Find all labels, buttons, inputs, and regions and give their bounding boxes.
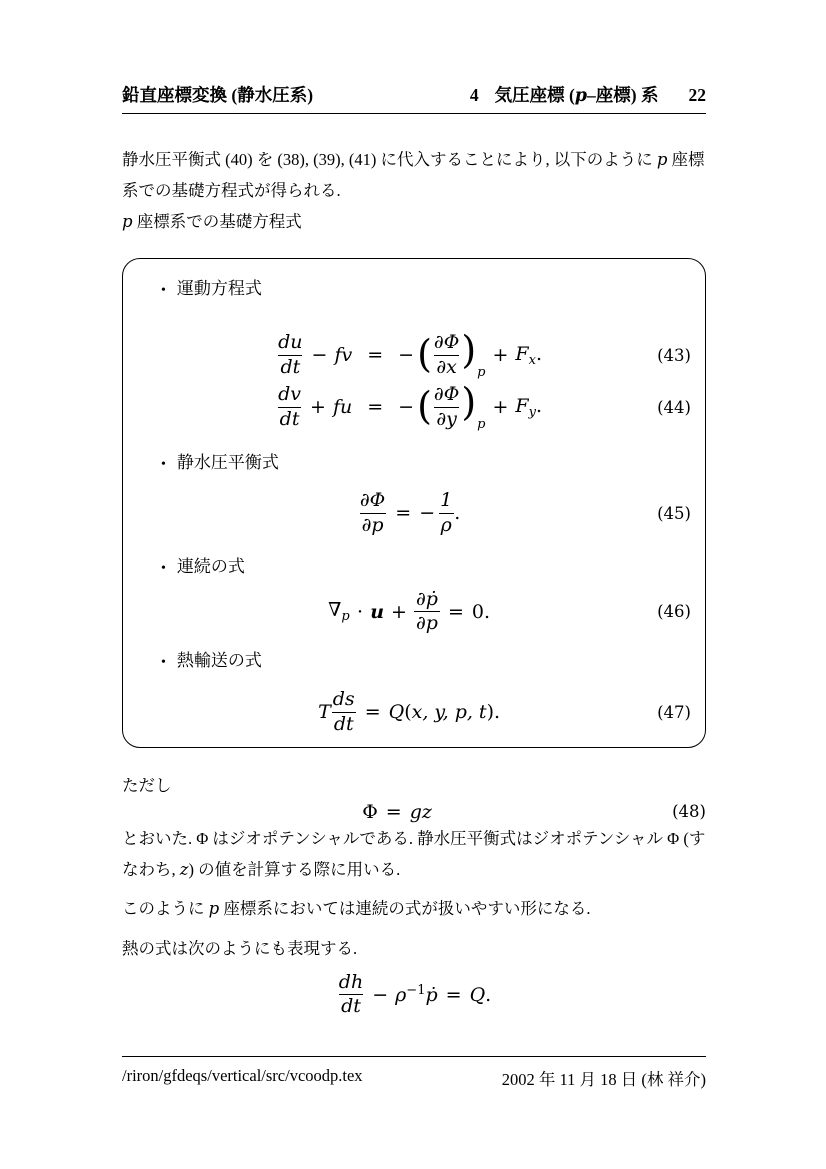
bullet-label: 運動方程式 bbox=[176, 279, 262, 298]
equation-48 bbox=[122, 801, 706, 823]
negative-sign: − bbox=[398, 396, 415, 418]
fraction bbox=[331, 688, 357, 737]
period: . bbox=[454, 502, 461, 525]
minus-operator: − bbox=[372, 983, 389, 1006]
fraction bbox=[414, 588, 440, 637]
bullet-item-hydrostatic bbox=[161, 451, 691, 477]
geopotential-paragraph bbox=[122, 823, 706, 885]
period: . bbox=[494, 701, 501, 724]
tadashi-text: ただし bbox=[122, 775, 172, 795]
variable-p: p bbox=[208, 898, 220, 918]
symbol-Q: Q bbox=[388, 701, 405, 724]
section-title bbox=[495, 84, 659, 107]
equation-45 bbox=[161, 489, 691, 538]
minus-operator: − bbox=[311, 344, 328, 366]
section-title-variable: p bbox=[574, 86, 588, 106]
box-heading-text: 座標系での基礎方程式 bbox=[132, 212, 302, 231]
variable-p: p bbox=[656, 150, 668, 169]
equation-number: (43) bbox=[657, 345, 691, 365]
paragraph-line bbox=[122, 893, 706, 924]
paragraph-text: なわち, bbox=[122, 859, 180, 879]
fraction bbox=[276, 383, 303, 432]
rho-term bbox=[395, 983, 438, 1006]
section-title-text: 気圧座標 ( bbox=[494, 85, 575, 105]
intro-text-end: 座標 bbox=[667, 150, 705, 169]
paren-subscript-p: p bbox=[477, 417, 486, 432]
intro-text: 静水圧平衡式 (40) を (38), (39), (41) に代入することにより, 以下のように bbox=[122, 150, 657, 169]
denominator: dt bbox=[333, 712, 354, 735]
subscript-x: x bbox=[528, 352, 536, 368]
plus-operator: + bbox=[310, 396, 326, 418]
equation-number: (46) bbox=[657, 602, 691, 622]
numerator: du bbox=[278, 330, 303, 353]
dot-operator: ⋅ bbox=[356, 600, 364, 623]
plus-operator: + bbox=[492, 396, 509, 418]
source-file-path: /riron/gfdeqs/vertical/src/vcoodp.tex bbox=[122, 1066, 363, 1085]
denominator: dt bbox=[280, 355, 301, 378]
bullet-label: 静水圧平衡式 bbox=[176, 453, 279, 472]
variable-z: z bbox=[179, 859, 189, 879]
denominator: ∂y bbox=[436, 407, 457, 430]
text-column bbox=[0, 84, 826, 1019]
paragraph-line-1: とおいた. Φ はジオポテンシャルである. 静水圧平衡式はジオポテンシャル Φ (す bbox=[122, 828, 706, 848]
big-right-paren-group bbox=[461, 382, 485, 432]
subscript-p: p bbox=[341, 609, 350, 625]
equation-48-body bbox=[122, 801, 672, 823]
heat-note-paragraph: 熱の式は次のようにも表現する. bbox=[122, 938, 358, 958]
symbol-p-dot: ṗ bbox=[425, 984, 438, 1007]
friction-term bbox=[515, 395, 542, 420]
term-fv: fv bbox=[334, 344, 353, 366]
fraction bbox=[432, 383, 461, 432]
page-footer bbox=[122, 1056, 706, 1090]
term-gz: gz bbox=[409, 800, 432, 823]
paragraph-text-end: 座標系においては連続の式が扱いやすい形になる. bbox=[219, 898, 591, 918]
big-right-paren: ) bbox=[461, 328, 477, 372]
big-right-paren-group bbox=[461, 330, 485, 380]
heating-term bbox=[470, 984, 492, 1006]
term-fu: fu bbox=[332, 396, 353, 418]
heating-term bbox=[389, 701, 500, 723]
equation-47 bbox=[161, 688, 691, 737]
bullet-item-continuity bbox=[161, 555, 691, 581]
denominator: ∂p bbox=[361, 513, 384, 536]
variable-p: p bbox=[122, 212, 133, 231]
symbol-F: F bbox=[515, 342, 529, 365]
denominator: dt bbox=[341, 995, 361, 1018]
bullet-item-motion bbox=[161, 277, 691, 303]
zero: 0 bbox=[471, 600, 484, 623]
numerator: ∂Φ bbox=[433, 330, 460, 353]
intro-line-1 bbox=[122, 144, 706, 175]
equation-44-body bbox=[161, 382, 657, 432]
big-left-paren: ( bbox=[417, 384, 432, 429]
equation-43 bbox=[161, 330, 691, 380]
denominator: dt bbox=[279, 407, 300, 430]
bullet-label: 連続の式 bbox=[176, 556, 245, 576]
bullet-icon: • bbox=[161, 457, 166, 472]
equals-sign: = bbox=[385, 800, 402, 823]
period: . bbox=[535, 394, 542, 417]
symbol-Q: Q bbox=[469, 983, 486, 1006]
equation-46 bbox=[161, 588, 691, 637]
numerator: ∂Φ bbox=[359, 489, 386, 511]
symbol-rho: ρ bbox=[395, 984, 407, 1007]
numerator: ∂ṗ bbox=[415, 587, 438, 610]
equation-43-body bbox=[161, 330, 657, 380]
nabla-group bbox=[328, 599, 350, 624]
equation-46-body bbox=[161, 588, 657, 637]
denominator: ∂p bbox=[415, 612, 438, 635]
plus-operator: + bbox=[492, 344, 509, 366]
negative-sign: − bbox=[398, 344, 415, 366]
bullet-icon: • bbox=[161, 560, 166, 576]
equals-sign: = bbox=[364, 701, 381, 724]
big-right-paren: ) bbox=[461, 380, 477, 424]
fraction bbox=[358, 489, 387, 538]
equation-44 bbox=[161, 382, 691, 432]
equals-sign: = bbox=[445, 983, 462, 1006]
section-number: 4 bbox=[469, 85, 479, 105]
section-heading bbox=[470, 84, 706, 107]
section-title-text-end: –座標) 系 bbox=[587, 85, 659, 105]
numerator: dh bbox=[338, 970, 364, 993]
bullet-icon: • bbox=[161, 283, 166, 298]
equals-sign: = bbox=[447, 600, 464, 623]
equation-box bbox=[122, 258, 706, 748]
symbol-F: F bbox=[515, 394, 529, 417]
equation-47-body bbox=[161, 688, 657, 737]
numerator: ds bbox=[332, 688, 355, 710]
denominator: ∂x bbox=[436, 355, 457, 378]
page-number: 22 bbox=[688, 85, 706, 105]
paragraph-line-2 bbox=[122, 854, 706, 885]
subscript-y: y bbox=[528, 404, 536, 420]
equals-sign: = bbox=[395, 502, 412, 525]
fraction bbox=[337, 971, 365, 1020]
paragraph-text-end: ) の値を計算する際に用いる. bbox=[188, 859, 401, 879]
equation-number: (47) bbox=[657, 702, 691, 722]
period: . bbox=[535, 342, 542, 365]
symbol-T: T bbox=[318, 701, 331, 724]
denominator: ρ bbox=[440, 513, 452, 536]
numerator: ∂Φ bbox=[433, 382, 460, 405]
intro-paragraph bbox=[122, 144, 706, 206]
intro-line-2: 系での基礎方程式が得られる. bbox=[122, 181, 341, 200]
bullet-icon: • bbox=[161, 655, 166, 670]
nabla-symbol: ∇ bbox=[328, 599, 342, 622]
fraction bbox=[276, 331, 304, 380]
heat-equation bbox=[122, 971, 706, 1020]
bullet-label: 熱輸送の式 bbox=[176, 651, 262, 670]
heat-equation-body bbox=[122, 971, 706, 1020]
date-author: 2002 年 11 月 18 日 (林 祥介) bbox=[501, 1070, 706, 1089]
paren-subscript-p: p bbox=[477, 365, 486, 380]
right-paren: ) bbox=[486, 701, 494, 724]
equation-number: (44) bbox=[657, 397, 691, 417]
continuity-note-paragraph bbox=[122, 893, 706, 924]
fraction bbox=[438, 489, 454, 538]
friction-term bbox=[515, 343, 542, 368]
vector-u: u bbox=[370, 600, 385, 623]
bullet-item-heat bbox=[161, 649, 691, 675]
arguments: x, y, p, t bbox=[411, 701, 487, 724]
fraction bbox=[432, 331, 461, 380]
running-title: 鉛直座標変換 (静水圧系) bbox=[122, 85, 314, 105]
equation-number: (48) bbox=[672, 802, 706, 821]
equals-sign: = bbox=[367, 396, 384, 418]
big-left-paren: ( bbox=[417, 332, 432, 377]
equation-45-body bbox=[161, 489, 657, 538]
zero-term bbox=[472, 601, 490, 623]
symbol-phi: Φ bbox=[362, 800, 378, 823]
numerator: dv bbox=[278, 382, 302, 405]
period: . bbox=[483, 600, 491, 623]
negative-sign: − bbox=[419, 502, 436, 525]
superscript-minus-one: −1 bbox=[406, 983, 426, 999]
page-header bbox=[122, 84, 706, 114]
numerator: 1 bbox=[440, 489, 453, 511]
equation-number: (45) bbox=[657, 503, 691, 523]
equals-sign: = bbox=[367, 344, 384, 366]
plus-operator: + bbox=[391, 600, 407, 623]
box-heading bbox=[122, 206, 706, 237]
left-paren: ( bbox=[404, 701, 412, 724]
paragraph-text: このように bbox=[122, 898, 209, 918]
period: . bbox=[485, 983, 492, 1006]
